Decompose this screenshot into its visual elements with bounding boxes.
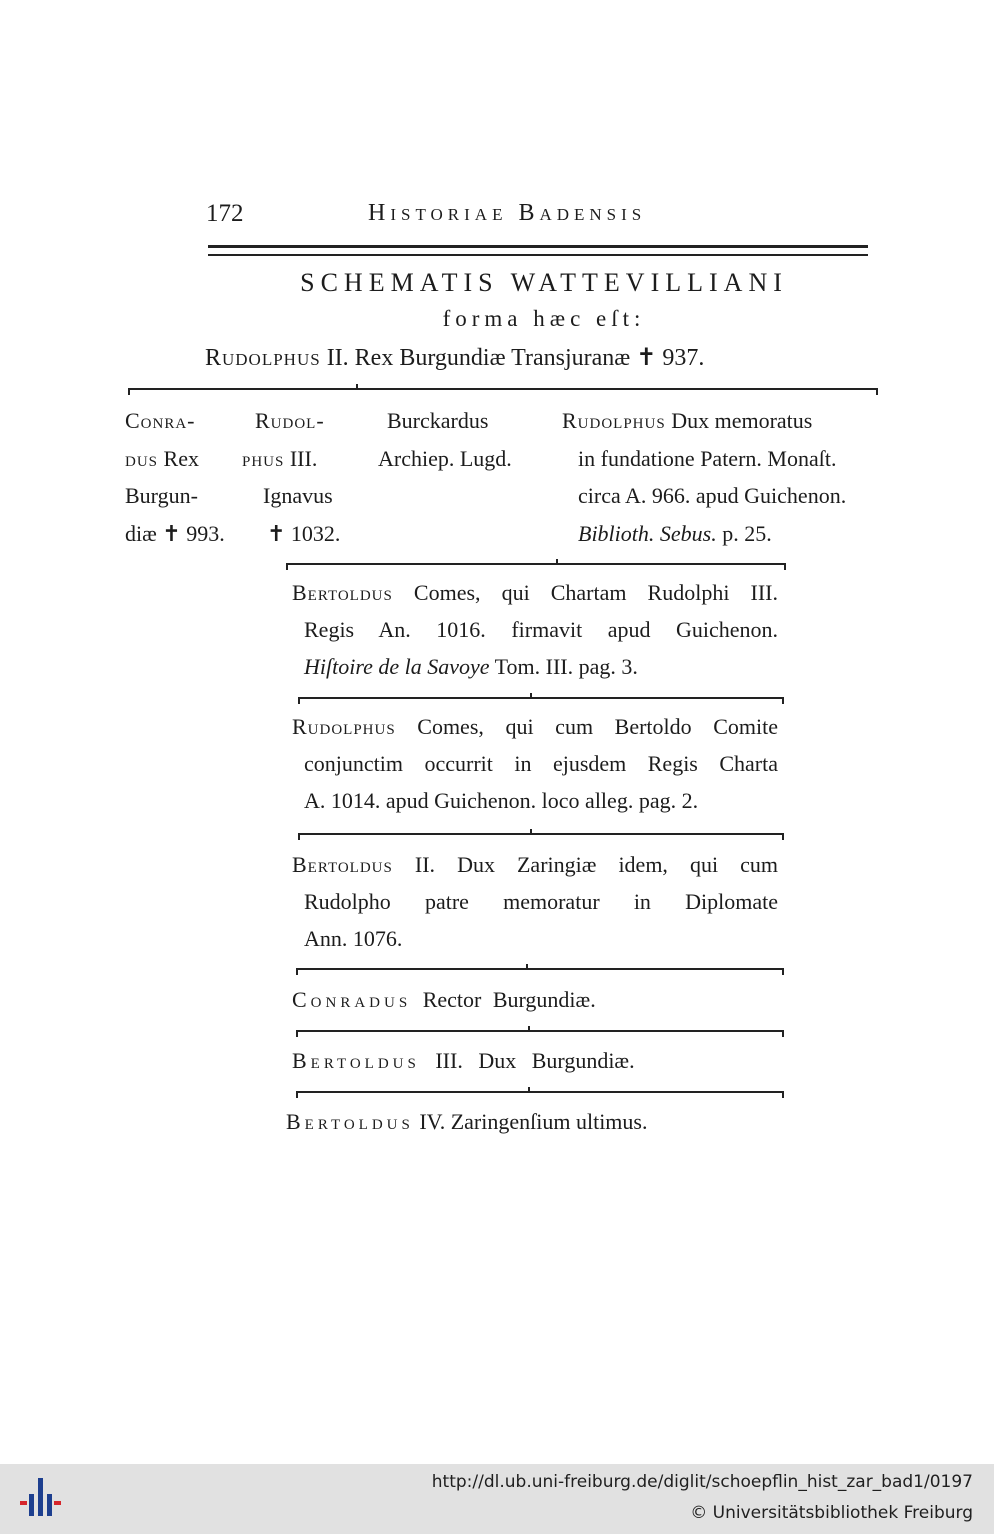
child-line: dus Rex: [125, 445, 199, 471]
root-name: Rudolphus: [205, 345, 321, 371]
generation-bertoldus-comes: [292, 574, 778, 685]
bracket-gen: [296, 1030, 784, 1040]
child-conradus: [125, 402, 225, 552]
gen-line: Bertoldus Comes, qui Chartam Rudolphi III.: [292, 580, 778, 605]
page-number: 172: [206, 200, 244, 227]
child-line: in fundatione Patern. Monaſt.: [578, 445, 837, 471]
generation-bertoldus-iv: [286, 1103, 772, 1140]
child-line: ✝ 1032.: [267, 520, 341, 546]
gen-line: Rudolpho patre memoratur in Diplomate: [304, 889, 778, 914]
bracket-tick: [530, 829, 532, 834]
child-line: Rudolphus Dux memoratus: [562, 408, 813, 433]
gen-line: Conradus Rector Burgundiæ.: [292, 987, 596, 1012]
footer-copyright: © Universitätsbibliothek Freiburg: [690, 1503, 973, 1523]
gen-line: Bertoldus IV. Zaringenſium ultimus.: [286, 1109, 648, 1134]
bracket-tick: [356, 384, 358, 389]
root-ancestor: [205, 343, 704, 372]
gen-line: Bertoldus II. Dux Zaringiæ idem, qui cum: [292, 852, 778, 877]
generation-rudolphus-comes: [292, 708, 778, 819]
child-line: Burckardus: [387, 408, 489, 433]
bracket-gen: [296, 1091, 784, 1101]
bracket-tick: [526, 964, 528, 969]
child-line: Rudol-: [255, 408, 325, 433]
ub-freiburg-logo-icon[interactable]: [18, 1474, 68, 1524]
bracket-tick: [556, 559, 558, 564]
bracket-gen: [296, 968, 784, 978]
child-line: Burgun-: [125, 483, 198, 508]
generation-conradus-rector: [292, 981, 778, 1018]
gen-line: Hiſtoire de la Savoye Tom. III. pag. 3.: [304, 654, 638, 679]
child-burckardus: [378, 402, 512, 477]
schema-title: SCHEMATIS WATTEVILLIANI: [300, 268, 788, 297]
bracket-gen: [298, 697, 784, 707]
header-rule-bottom: [208, 254, 868, 256]
child-rudolphus-iii: [242, 402, 341, 552]
schema-subtitle: forma hæc eſt:: [442, 306, 646, 331]
footer-bar: [0, 1464, 994, 1534]
root-description: II. Rex Burgundiæ Transjuranæ ✝ 937.: [326, 345, 705, 371]
bracket-tick: [528, 1087, 530, 1092]
bracket-gen: [298, 833, 784, 843]
child-line: Ignavus: [263, 483, 333, 508]
bracket-gen: [286, 563, 786, 573]
child-rudolphus-dux: [562, 402, 846, 552]
footer-url-link[interactable]: http://dl.ub.uni-freiburg.de/diglit/schoepflin_hist_zar_bad1/0197: [431, 1472, 973, 1492]
gen-line: conjunctim occurrit in ejusdem Regis Charta: [304, 751, 778, 776]
gen-line: Rudolphus Comes, qui cum Bertoldo Comite: [292, 714, 778, 739]
generation-bertoldus-iii: [292, 1042, 778, 1079]
child-line: diæ ✝ 993.: [125, 520, 225, 546]
header-rule-top: [208, 245, 868, 248]
child-line: circa A. 966. apud Guichenon.: [578, 483, 847, 508]
gen-line: Regis An. 1016. firmavit apud Guichenon.: [304, 617, 778, 642]
child-line: Conra-: [125, 408, 196, 433]
bracket-tick: [530, 693, 532, 698]
gen-line: A. 1014. apud Guichenon. loco alleg. pag. 2.: [304, 788, 699, 813]
bracket-tick: [528, 1026, 530, 1031]
child-line: phus III.: [242, 445, 318, 471]
generation-bertoldus-ii: [292, 846, 778, 957]
running-head: Historiae Badensis: [368, 200, 647, 226]
child-line: Biblioth. Sebus. p. 25.: [578, 520, 772, 546]
gen-line: Bertoldus III. Dux Burgundiæ.: [292, 1048, 635, 1073]
bracket-children: [128, 388, 878, 398]
child-line: Archiep. Lugd.: [378, 445, 512, 471]
gen-line: Ann. 1076.: [304, 926, 403, 951]
